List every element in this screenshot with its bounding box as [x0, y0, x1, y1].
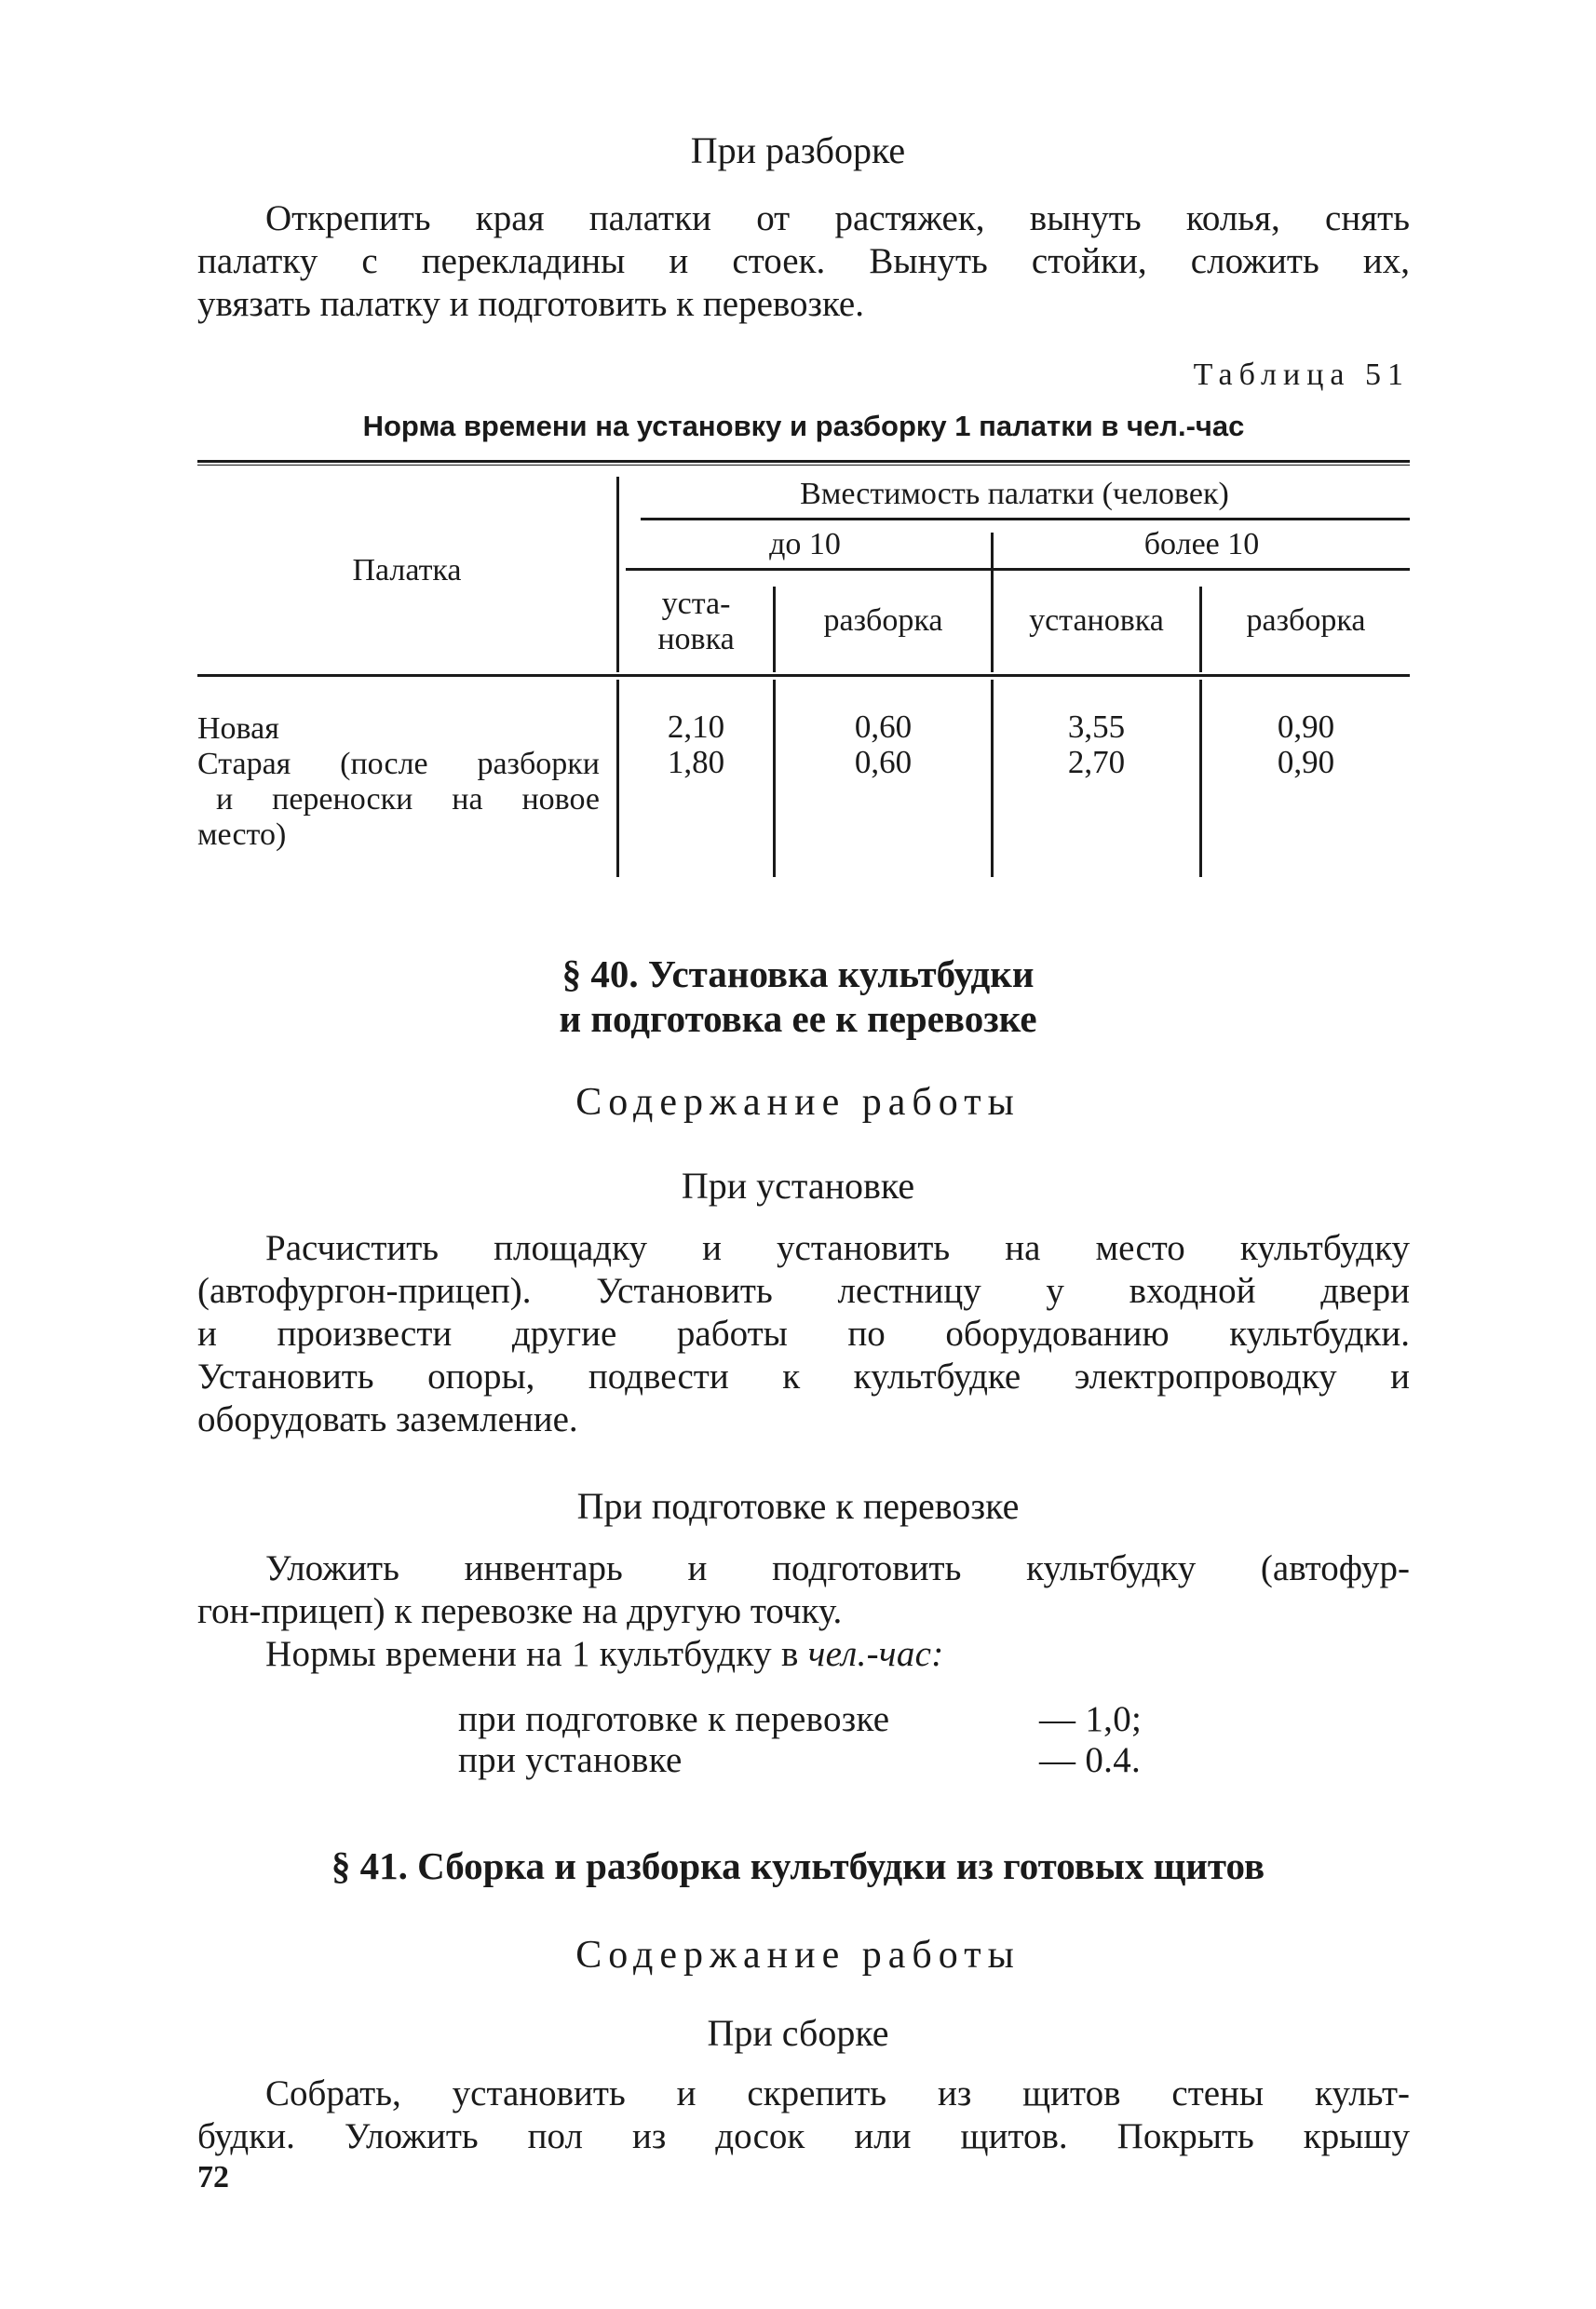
row-old-label-line-2: и переноски на новое: [216, 782, 600, 817]
table-rule-group: [641, 518, 1410, 520]
row-new-label: Новая: [197, 711, 279, 746]
header-more-than-10: более 10: [1143, 527, 1260, 561]
transport-line-1: Уложить инвентарь и подготовить культбудку (автофур-: [265, 1548, 1410, 1588]
disassembly-line-1: Открепить края палатки от растяжек, вынуть колья, снять: [265, 198, 1410, 238]
norms-unit: чел.-час:: [807, 1634, 944, 1674]
installation-paragraph: [197, 1227, 1410, 1441]
section-41-title: § 41. Сборка и разборка культбудки из готовых щитов: [331, 1844, 1265, 1887]
header-installation-short: уста- новка: [657, 587, 735, 656]
row-old-value-1: 1,80: [667, 744, 725, 780]
row-new-value-4: 0,90: [1277, 709, 1335, 745]
installation-line-5: оборудовать заземление.: [197, 1399, 578, 1439]
header-disassembly-2: разборка: [1246, 603, 1366, 638]
row-new-value-1: 2,10: [667, 709, 725, 745]
norm-install-value: — 0.4.: [1039, 1740, 1142, 1780]
disassembly-line-2: палатку с перекладины и стоек. Вынуть стойки, сложить их,: [197, 241, 1410, 281]
installation-line-3: и произвести другие работы по оборудованию культбудки.: [197, 1314, 1410, 1354]
table-title: Норма времени на установку и разборку 1 палатки в чел.-час: [362, 410, 1245, 442]
header-disassembly-1: разборка: [823, 603, 943, 638]
table-top-rule-thin: [197, 465, 1410, 466]
transport-heading: При подготовке к перевозке: [576, 1485, 1020, 1527]
assembly-paragraph: [197, 2073, 1410, 2158]
section-40-content-heading: Содержание работы: [575, 1081, 1021, 1124]
norm-transport-label: при подготовке к перевозке: [458, 1699, 890, 1739]
assembly-line-1: Собрать, установить и скрепить из щитов стены культ-: [265, 2073, 1410, 2113]
norms-intro-line: [265, 1633, 944, 1676]
row-old-value-3: 2,70: [1067, 744, 1126, 780]
transport-paragraph: [197, 1547, 1410, 1633]
section-40-title-line-2: и подготовка ее к перевозке: [559, 997, 1037, 1040]
row-new-value-2: 0,60: [854, 709, 913, 745]
row-new-value-3: 3,55: [1067, 709, 1126, 745]
header-up-to-10: до 10: [769, 527, 841, 561]
assembly-line-2: будки. Уложить пол из досок или щитов. Покрыть крышу: [197, 2116, 1410, 2156]
norm-install-label: при установке: [458, 1740, 683, 1780]
assembly-heading: При сборке: [707, 2012, 889, 2054]
section-40-title-line-1: § 40. Установка культбудки: [561, 952, 1035, 995]
disassembly-line-3: увязать палатку и подготовить к перевозке.: [197, 284, 864, 324]
row-old-value-2: 0,60: [854, 744, 913, 780]
header-tent: Палатка: [352, 553, 462, 587]
norm-transport-value: — 1,0;: [1039, 1699, 1143, 1739]
header-capacity: Вместимость палатки (человек): [800, 477, 1229, 511]
header-installation: установка: [1029, 603, 1164, 638]
transport-line-2: гон-прицеп) к перевозке на другую точку.: [197, 1591, 843, 1631]
row-old-label-line-1: Старая (после разборки: [197, 747, 600, 781]
norms-intro: Нормы времени на 1 культбудку в: [265, 1634, 799, 1674]
table-header-bottom-rule: [197, 674, 1410, 677]
disassembly-heading: При разборке: [690, 129, 906, 171]
row-old-label-line-3: место): [197, 817, 287, 852]
row-old-value-4: 0,90: [1277, 744, 1335, 780]
section-41-content-heading: Содержание работы: [575, 1934, 1021, 1977]
page-number: 72: [197, 2160, 229, 2194]
installation-line-4: Установить опоры, подвести к культбудке электропроводку и: [197, 1357, 1410, 1397]
table-label: Таблица 51: [1193, 358, 1410, 392]
installation-line-1: Расчистить площадку и установить на место культбудку: [265, 1228, 1410, 1268]
table-top-rule: [197, 460, 1410, 463]
disassembly-paragraph: [197, 197, 1410, 326]
installation-heading: При установке: [681, 1165, 915, 1207]
installation-line-2: (автофургон-прицеп). Установить лестницу у входной двери: [197, 1271, 1410, 1311]
table-rule-subgroup: [626, 568, 1410, 571]
